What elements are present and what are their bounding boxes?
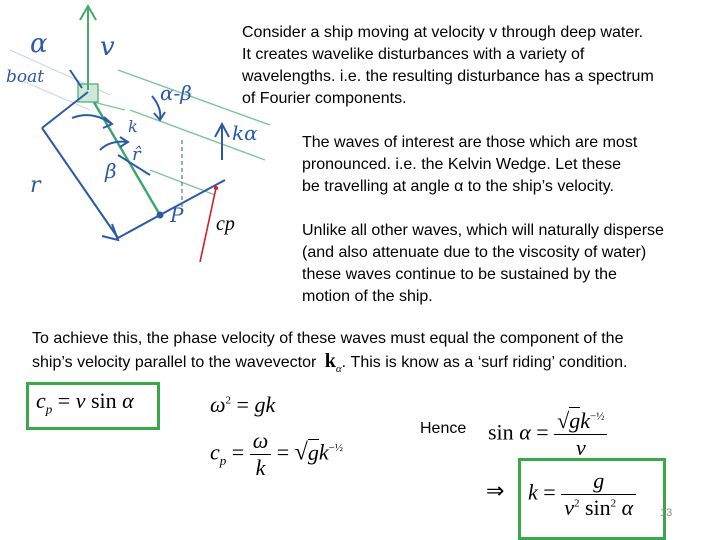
text-line: (and also attenuate due to the viscosity of water) xyxy=(302,244,647,261)
implies-symbol: ⇒ xyxy=(486,478,505,503)
label-alpha: α xyxy=(30,29,48,59)
slide-number: 13 xyxy=(660,507,673,519)
text-line: Consider a ship moving at velocity v through deep water. xyxy=(242,24,644,41)
cp-red-line xyxy=(200,188,216,262)
equation-sin-alpha: sin α = $\frac{√gk^{-\frac{1}{2}}}{v}$ xyxy=(488,408,607,461)
text-line-with-math: ship’s velocity parallel to the wavevector $k_\alpha$. This is know as a ‘surf riding’ condition. xyxy=(32,350,628,375)
label-boat: boat xyxy=(6,67,45,87)
label-cp: cp xyxy=(216,213,235,235)
label-r: r xyxy=(30,173,41,198)
equation-cp-vsin: $c_p = v$ sin α xyxy=(36,388,134,417)
paragraph-sustained-waves xyxy=(302,220,664,308)
paragraph-intro xyxy=(242,22,654,110)
label-alpha-minus-beta: α-β xyxy=(160,81,192,105)
text-line: pronounced. i.e. the Kelvin Wedge. Let these xyxy=(302,156,622,173)
equation-phase-velocity: $c_p$ = $\frac{\omega}{k}$ = $√gk^{-\frac{1}{2}}$ xyxy=(210,428,344,480)
text-line: The waves of interest are those which are most xyxy=(302,134,638,151)
text-line: be travelling at angle α to the ship’s velocity. xyxy=(302,178,614,195)
wavevector-symbol: $k_\alpha$ xyxy=(324,350,342,375)
label-k-alpha: kα xyxy=(232,121,258,145)
text-line: It creates wavelike disturbances with a variety of xyxy=(242,46,585,63)
text-line: of Fourier components. xyxy=(242,90,407,107)
label-v: v xyxy=(100,32,115,62)
text-line: Unlike all other waves, which will naturally disperse xyxy=(302,222,664,239)
text-line: To achieve this, the phase velocity of these waves must equal the component of the xyxy=(32,330,624,347)
equation-dispersion: $\omega^2$ = gk xyxy=(210,392,276,417)
text-line: wavelengths. i.e. the resulting disturbance has a spectrum xyxy=(242,68,654,85)
paragraph-kelvin-wedge xyxy=(302,132,637,198)
label-beta: β xyxy=(105,159,117,183)
label-r-hat: r̂ xyxy=(132,144,141,165)
label-p: P xyxy=(170,203,184,227)
point-p xyxy=(157,212,164,219)
text-line: motion of the ship. xyxy=(302,288,433,305)
hence-label: Hence xyxy=(420,420,467,437)
paragraph-surf-riding xyxy=(32,328,627,380)
equation-k-result: k = $\frac{g}{v^2 \sin^2 \alpha}$ xyxy=(528,468,636,521)
label-k-lower: k xyxy=(128,117,138,136)
text-line: these waves continue to be sustained by the xyxy=(302,266,617,283)
